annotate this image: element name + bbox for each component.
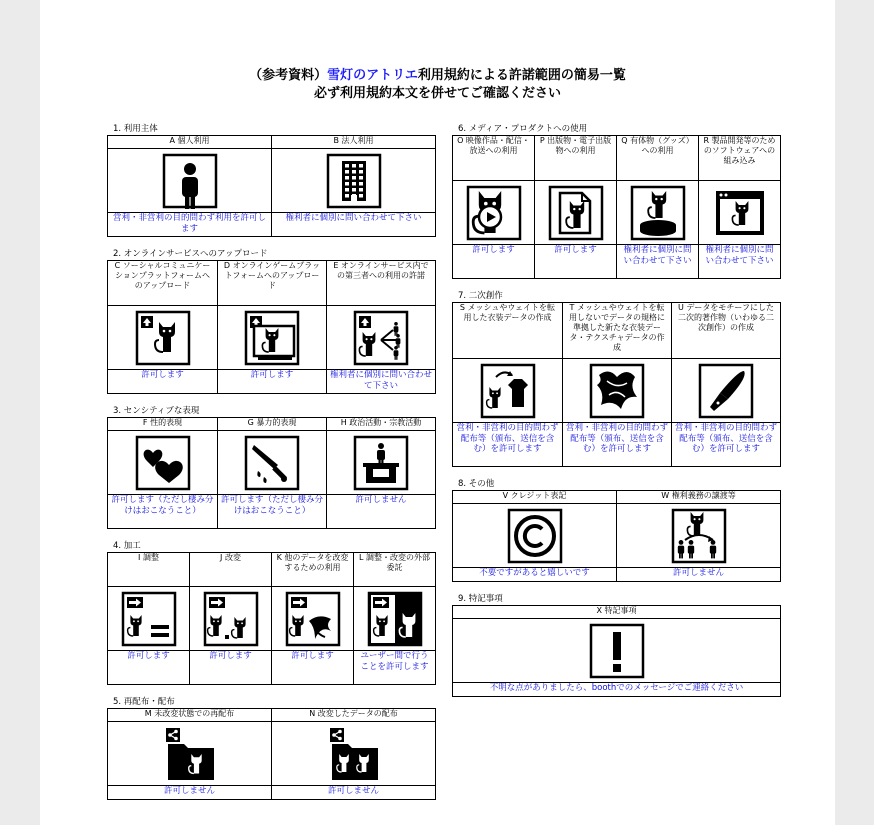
exclamation-icon	[589, 623, 645, 679]
hearts-icon	[135, 435, 191, 491]
s7-header-cell: U データをモチーフにした二次的著作物（いわゆる二次創作）の作成	[672, 303, 781, 359]
s5-header-cell: M 未改変状態での再配布	[108, 709, 272, 722]
s3-icon-cell	[108, 431, 218, 495]
s6-header-cell: O 映像作品・配信・放送への利用	[453, 136, 535, 181]
s3-result-cell: 許可します（ただし棲み分けはおこなうこと）	[218, 495, 327, 529]
modify-icon	[203, 591, 259, 647]
folder-share-icon	[162, 726, 218, 782]
section-processing	[107, 540, 437, 685]
s7-result-cell: 営利・非営利の目的問わず配布等（頒布、送信を含む）を許可します	[672, 423, 781, 467]
s1-result-cell: 営利・非営利の目的問わず利用を許可します	[108, 213, 272, 237]
s7-table	[452, 302, 781, 467]
section-title: 4. 加工	[113, 541, 141, 551]
s4-header-cell: L 調整・改変の外部委託	[354, 553, 436, 587]
s1-icon-cell	[272, 149, 436, 213]
s2-icon-cell	[108, 306, 218, 370]
s5-icon-cell	[108, 722, 272, 786]
s6-table	[452, 135, 781, 279]
adjust-icon	[121, 591, 177, 647]
s2-table	[107, 260, 436, 394]
cloth-transfer-icon	[480, 363, 536, 419]
transfer-icon	[671, 508, 727, 564]
s5-result-cell: 許可しません	[272, 786, 436, 800]
fabric-icon	[589, 363, 645, 419]
s1-icon-cell	[108, 149, 272, 213]
s8-result-cell: 不要ですがあると嬉しいです	[453, 568, 617, 582]
s2-icon-cell	[327, 306, 436, 370]
s8-table	[452, 490, 781, 582]
s1-table	[107, 135, 436, 237]
title-suffix: 利用規約による許諾範囲の簡易一覧	[417, 68, 626, 83]
s6-header-cell: Q 有体物（グッズ）への利用	[617, 136, 699, 181]
s4-icon-cell	[108, 587, 190, 651]
s6-header-cell: P 出版物・電子出版物への利用	[535, 136, 617, 181]
s4-result-cell: ユーザー間で行うことを許可します	[354, 651, 436, 685]
s2-result-cell: 権利者に個別に問い合わせて下さい	[327, 370, 436, 394]
s3-result-cell: 許可しません	[327, 495, 436, 529]
s6-result-cell: 許可します	[453, 245, 535, 279]
pen-icon	[698, 363, 754, 419]
s2-result-cell: 許可します	[218, 370, 327, 394]
s1-header-cell: A 個人利用	[108, 136, 272, 149]
s3-icon-cell	[327, 431, 436, 495]
left-column	[107, 123, 437, 811]
section-special-notes	[452, 593, 782, 697]
s7-result-cell: 営利・非営利の目的問わず配布等（頒布、送信を含む）を許可します	[563, 423, 672, 467]
s2-icon-cell	[218, 306, 327, 370]
s3-table	[107, 417, 436, 529]
s3-header-cell: F 性的表現	[108, 418, 218, 431]
s4-header-cell: K 他のデータを改変するための利用	[272, 553, 354, 587]
s3-result-cell: 許可します（ただし棲み分けはおこなうこと）	[108, 495, 218, 529]
s8-icon-cell	[453, 504, 617, 568]
s1-result-cell: 権利者に個別に問い合わせて下さい	[272, 213, 436, 237]
section-other	[452, 478, 782, 582]
s9-header-cell: X 特記事項	[453, 606, 781, 619]
s9-table	[452, 605, 781, 697]
s7-result-cell: 営利・非営利の目的問わず配布等（頒布、送信を含む）を許可します	[453, 423, 563, 467]
s6-icon-cell	[699, 181, 781, 245]
s4-header-cell: I 調整	[108, 553, 190, 587]
s7-icon-cell	[563, 359, 672, 423]
s3-header-cell: G 暴力的表現	[218, 418, 327, 431]
s4-icon-cell	[272, 587, 354, 651]
publication-icon	[548, 185, 604, 241]
s6-result-cell: 権利者に個別に問い合わせて下さい	[617, 245, 699, 279]
section-media-product	[452, 123, 782, 279]
s2-header-cell: E オンラインサービス内での第三者への利用の許諾	[327, 261, 436, 306]
s9-result-cell: 不明な点がありましたら、boothでのメッセージでご連絡ください	[453, 683, 781, 697]
s5-header-cell: N 改変したデータの配布	[272, 709, 436, 722]
s7-icon-cell	[453, 359, 563, 423]
page-title	[40, 64, 835, 83]
s8-result-cell: 許可しません	[617, 568, 781, 582]
title-prefix: （参考資料）	[249, 68, 328, 83]
folder-share-modified-icon	[326, 726, 382, 782]
s7-header-cell: T メッシュやウェイトを転用しないでデータの規格に準拠した新たな衣装データ・テクスチャデータの作成	[563, 303, 672, 359]
section-online-upload	[107, 248, 437, 394]
figure-icon	[630, 185, 686, 241]
document-page	[40, 0, 835, 825]
section-title: 8. その他	[458, 479, 495, 489]
s6-icon-cell	[453, 181, 535, 245]
s2-result-cell: 許可します	[108, 370, 218, 394]
s5-result-cell: 許可しません	[108, 786, 272, 800]
s5-icon-cell	[272, 722, 436, 786]
s8-header-cell: V クレジット表記	[453, 491, 617, 504]
section-title: 1. 利用主体	[113, 124, 158, 134]
s5-table	[107, 708, 436, 800]
page-subtitle: 必ず利用規約本文を併せてご確認ください	[313, 86, 561, 101]
s7-icon-cell	[672, 359, 781, 423]
s4-result-cell: 許可します	[272, 651, 354, 685]
outsource-icon	[367, 591, 423, 647]
s8-icon-cell	[617, 504, 781, 568]
s4-result-cell: 許可します	[190, 651, 272, 685]
s6-header-cell: R 製品開発等のためのソフトウェアへの組み込み	[699, 136, 781, 181]
upload-cat-icon	[135, 310, 191, 366]
s6-icon-cell	[535, 181, 617, 245]
s4-result-cell: 許可します	[108, 651, 190, 685]
knife-icon	[244, 435, 300, 491]
s4-icon-cell	[354, 587, 436, 651]
title-brand: 雪灯のアトリエ	[327, 68, 418, 83]
s2-header-cell: D オンラインゲームプラットフォームへのアップロード	[218, 261, 327, 306]
s4-icon-cell	[190, 587, 272, 651]
video-cat-icon	[466, 185, 522, 241]
s8-header-cell: W 権利義務の譲渡等	[617, 491, 781, 504]
right-column	[452, 123, 782, 708]
s2-header-cell: C ソーシャルコミュニケーションプラットフォームへのアップロード	[108, 261, 218, 306]
section-title: 6. メディア・プロダクトへの使用	[458, 124, 588, 134]
s6-result-cell: 権利者に個別に問い合わせて下さい	[699, 245, 781, 279]
section-sensitive	[107, 405, 437, 529]
ribbon-icon	[285, 591, 341, 647]
s1-header-cell: B 法人利用	[272, 136, 436, 149]
section-title: 5. 再配布・配布	[113, 697, 175, 707]
section-title: 2. オンラインサービスへのアップロード	[113, 249, 268, 259]
s7-header-cell: S メッシュやウェイトを転用した衣装データの作成	[453, 303, 563, 359]
podium-icon	[353, 435, 409, 491]
share-third-party-icon	[353, 310, 409, 366]
software-window-icon	[712, 185, 768, 241]
person-icon	[162, 153, 218, 209]
section-title: 7. 二次創作	[458, 291, 503, 301]
s4-header-cell: J 改変	[190, 553, 272, 587]
s3-header-cell: H 政治活動・宗教活動	[327, 418, 436, 431]
s3-icon-cell	[218, 431, 327, 495]
s9-icon-cell	[453, 619, 781, 683]
section-title: 3. センシティブな表現	[113, 406, 200, 416]
building-icon	[326, 153, 382, 209]
s4-table	[107, 552, 436, 685]
section-title: 9. 特記事項	[458, 594, 503, 604]
section-derivative	[452, 290, 782, 467]
section-usage-subject	[107, 123, 437, 237]
s6-result-cell: 許可します	[535, 245, 617, 279]
section-redistribution	[107, 696, 437, 800]
copyright-icon	[507, 508, 563, 564]
s6-icon-cell	[617, 181, 699, 245]
upload-game-icon	[244, 310, 300, 366]
